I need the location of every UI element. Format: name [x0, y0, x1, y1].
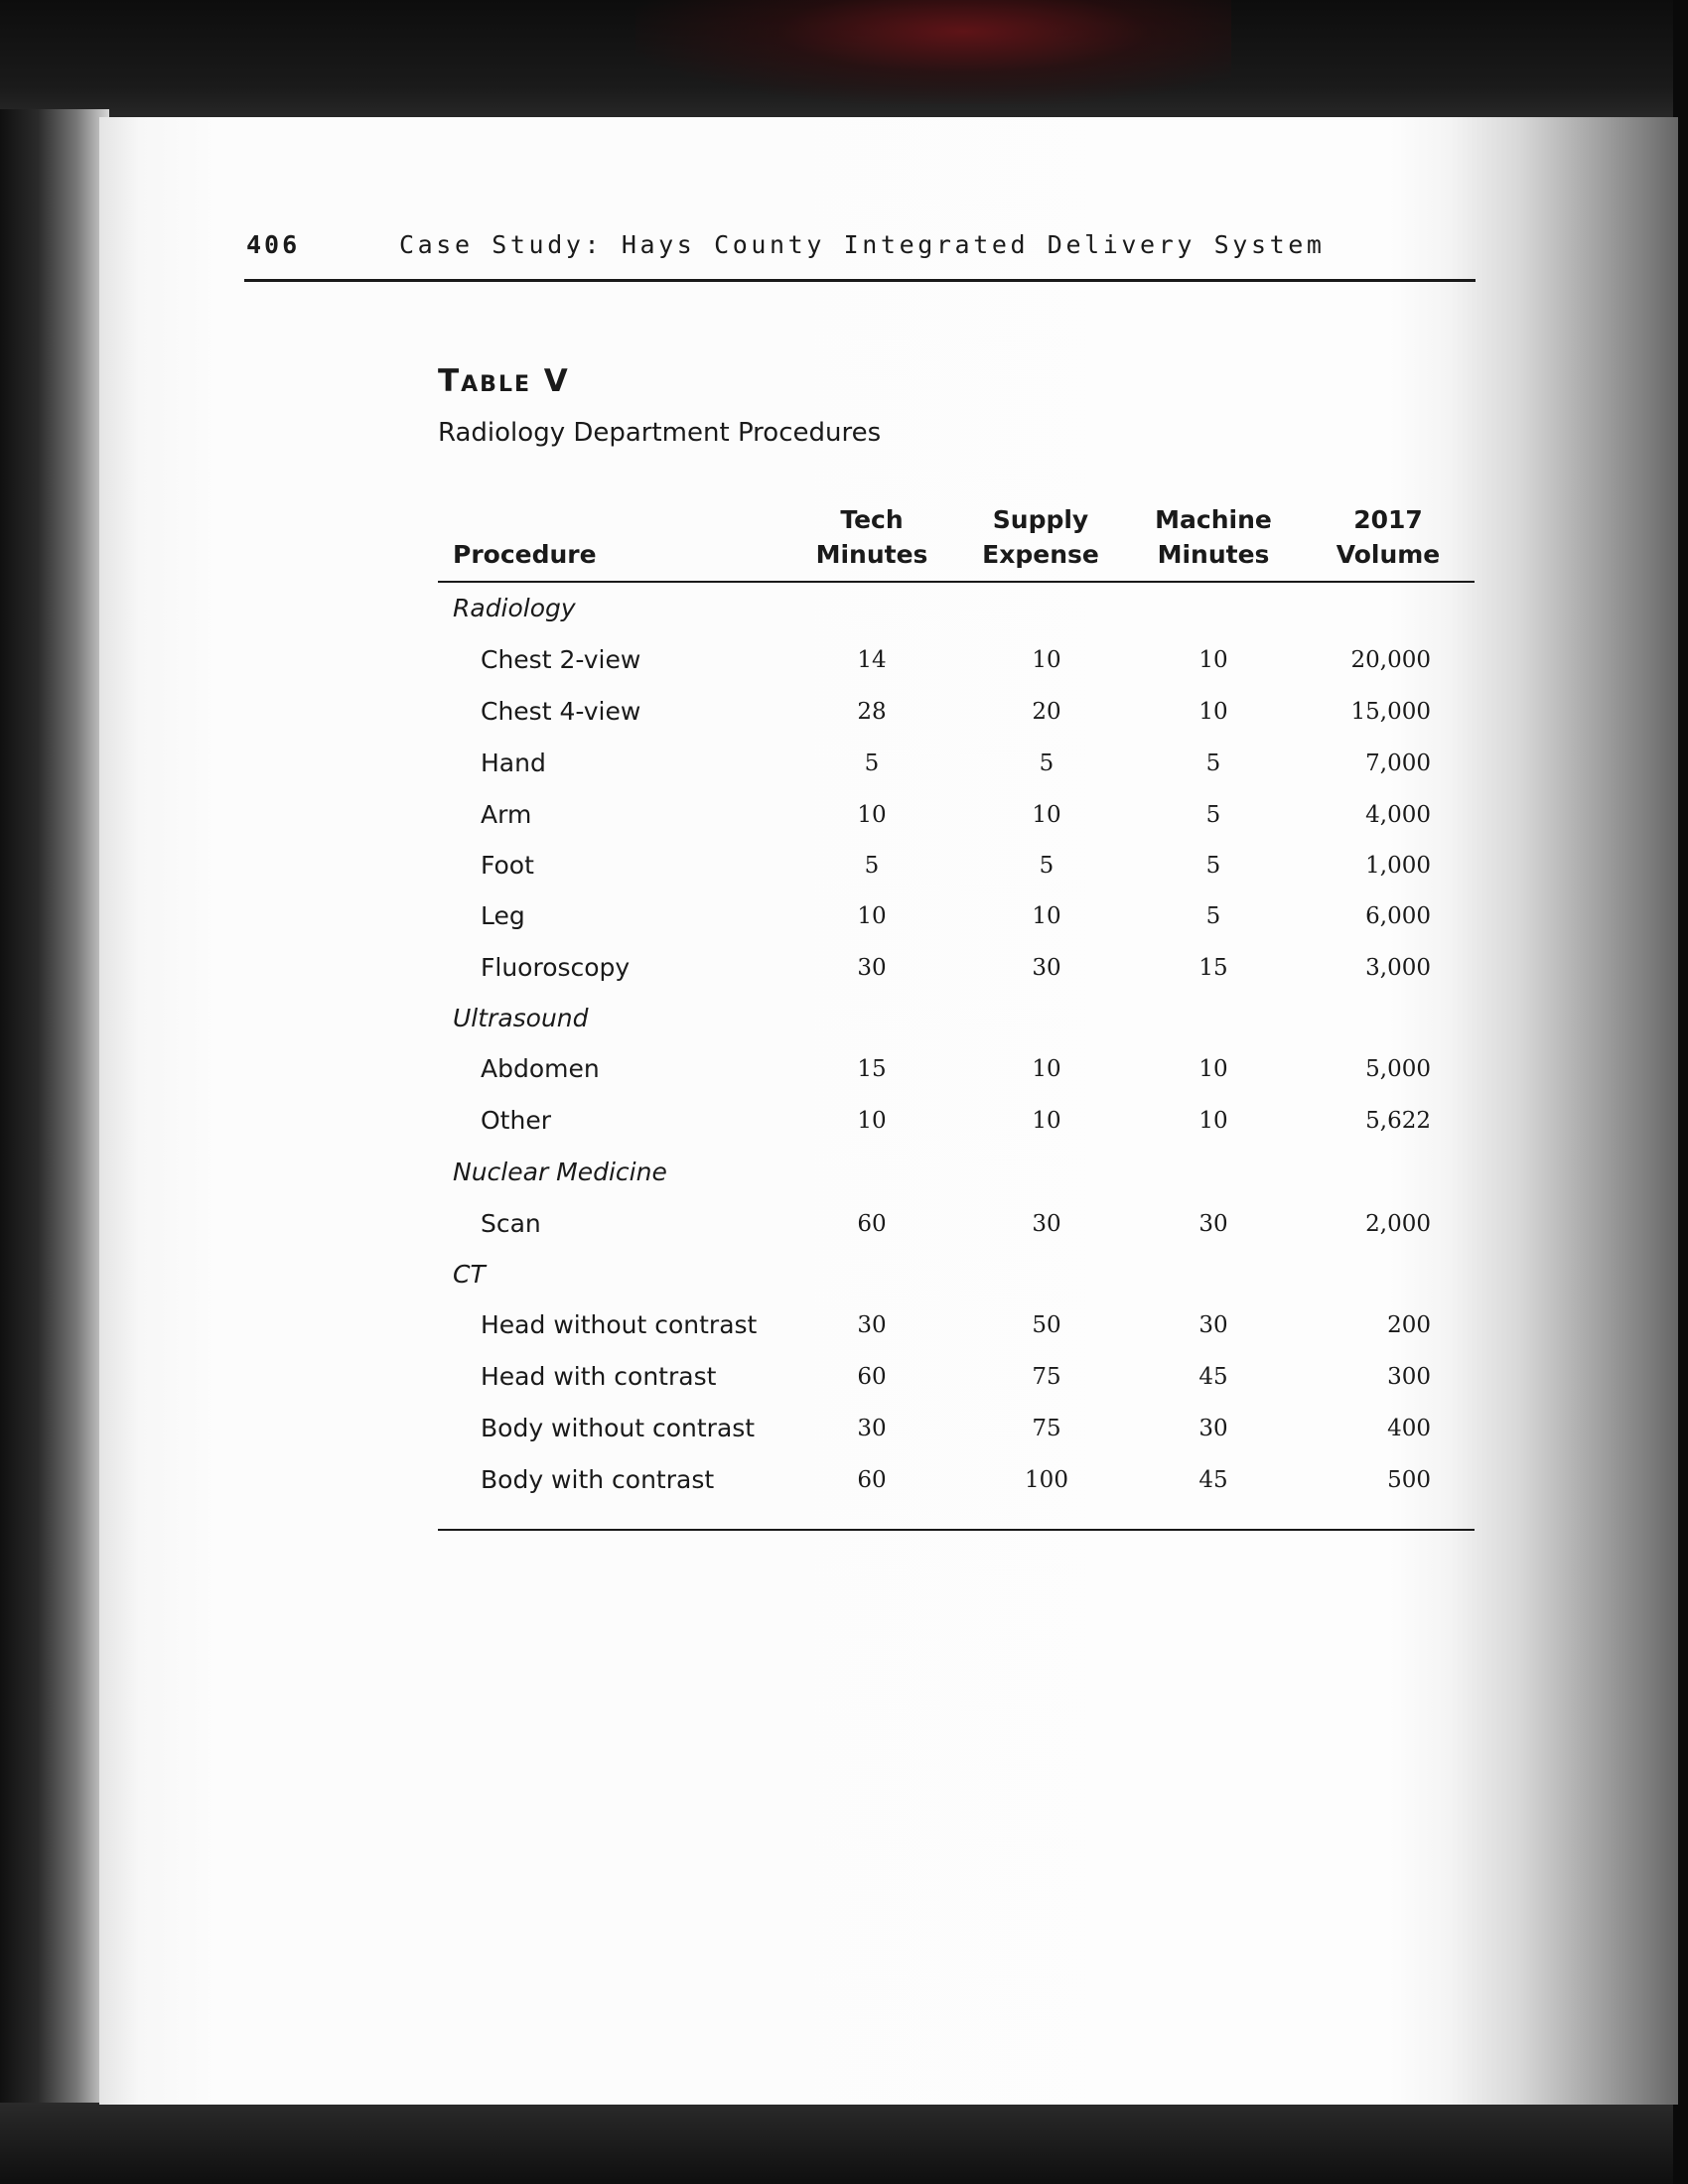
procedure-name: Scan	[481, 1209, 541, 1238]
volume-2017: 4,000	[1365, 802, 1431, 828]
scan-left-shadow	[0, 109, 109, 2105]
machine-minutes: 10	[1198, 647, 1228, 673]
procedure-name: Fluoroscopy	[481, 953, 631, 982]
category-row	[438, 1004, 1475, 1043]
supply-expense: 75	[1032, 1364, 1061, 1390]
machine-minutes: 30	[1198, 1312, 1228, 1338]
category-row	[438, 594, 1475, 633]
supply-expense: 30	[1032, 1211, 1061, 1237]
scan-bottom-edge	[0, 2103, 1688, 2184]
tech-minutes: 15	[857, 1056, 887, 1082]
table-title: Table V	[438, 363, 570, 399]
volume-2017: 7,000	[1365, 751, 1431, 776]
category-row	[438, 1260, 1475, 1299]
procedure-name: Foot	[481, 851, 534, 880]
column-header-procedure-label: Procedure	[453, 540, 597, 569]
procedure-name: Body without contrast	[481, 1414, 756, 1442]
machine-minutes: 5	[1205, 853, 1221, 879]
table-row	[438, 1106, 1475, 1146]
procedure-name: Other	[481, 1106, 551, 1135]
page-number: 406	[246, 230, 301, 259]
table-bottom-rule	[438, 1529, 1475, 1531]
running-head-rule	[244, 279, 1476, 282]
table-row	[438, 800, 1475, 840]
supply-expense: 10	[1032, 1108, 1061, 1134]
table-row	[438, 851, 1475, 890]
supply-expense: 100	[1025, 1467, 1068, 1493]
procedure-name: Abdomen	[481, 1054, 600, 1083]
table-row	[438, 1054, 1475, 1094]
volume-2017: 5,000	[1365, 1056, 1431, 1082]
column-header-volume-line2: Volume	[1336, 540, 1441, 569]
machine-minutes: 5	[1205, 903, 1221, 929]
machine-minutes: 5	[1205, 751, 1221, 776]
scan-top-edge	[0, 0, 1688, 124]
supply-expense: 10	[1032, 903, 1061, 929]
machine-minutes: 45	[1198, 1467, 1228, 1493]
column-header-supply-line1: Supply	[992, 505, 1089, 534]
volume-2017: 200	[1387, 1312, 1431, 1338]
supply-expense: 75	[1032, 1416, 1061, 1441]
supply-expense: 10	[1032, 647, 1061, 673]
column-header-procedure	[453, 537, 597, 572]
volume-2017: 400	[1387, 1416, 1431, 1441]
category-label: Radiology	[453, 594, 576, 622]
procedure-name: Hand	[481, 749, 546, 777]
column-header-tech-minutes	[805, 502, 938, 572]
column-header-tech-line2: Minutes	[815, 540, 928, 569]
volume-2017: 500	[1387, 1467, 1431, 1493]
header-rule	[438, 581, 1475, 583]
table-row	[438, 1310, 1475, 1350]
volume-2017: 2,000	[1365, 1211, 1431, 1237]
table-row	[438, 697, 1475, 737]
category-label: Nuclear Medicine	[453, 1158, 667, 1186]
tech-minutes: 10	[857, 1108, 887, 1134]
table-row	[438, 749, 1475, 788]
column-header-volume-line1: 2017	[1353, 505, 1423, 534]
procedure-name: Leg	[481, 901, 525, 930]
table-row	[438, 1465, 1475, 1505]
table-row	[438, 645, 1475, 685]
tech-minutes: 14	[857, 647, 887, 673]
volume-2017: 300	[1387, 1364, 1431, 1390]
procedure-name: Head with contrast	[481, 1362, 717, 1391]
volume-2017: 20,000	[1350, 647, 1431, 673]
machine-minutes: 10	[1198, 1056, 1228, 1082]
column-header-machine-line1: Machine	[1155, 505, 1272, 534]
machine-minutes: 45	[1198, 1364, 1228, 1390]
tech-minutes: 30	[857, 955, 887, 981]
column-header-supply-expense	[974, 502, 1107, 572]
volume-2017: 15,000	[1350, 699, 1431, 725]
table-subtitle: Radiology Department Procedures	[438, 418, 882, 448]
supply-expense: 50	[1032, 1312, 1061, 1338]
machine-minutes: 30	[1198, 1416, 1228, 1441]
procedure-name: Body with contrast	[481, 1465, 715, 1494]
procedure-name: Arm	[481, 800, 532, 829]
category-row	[438, 1158, 1475, 1197]
table-row	[438, 901, 1475, 941]
volume-2017: 6,000	[1365, 903, 1431, 929]
tech-minutes: 60	[857, 1467, 887, 1493]
column-header-tech-line1: Tech	[840, 505, 904, 534]
column-header-supply-line2: Expense	[982, 540, 1099, 569]
table-row	[438, 1414, 1475, 1453]
tech-minutes: 60	[857, 1364, 887, 1390]
table-row	[438, 1209, 1475, 1249]
table-row	[438, 1362, 1475, 1402]
column-header-machine-line2: Minutes	[1157, 540, 1270, 569]
volume-2017: 3,000	[1365, 955, 1431, 981]
procedure-name: Chest 2-view	[481, 645, 641, 674]
category-label: Ultrasound	[453, 1004, 589, 1032]
supply-expense: 5	[1039, 853, 1055, 879]
tech-minutes: 10	[857, 903, 887, 929]
supply-expense: 30	[1032, 955, 1061, 981]
supply-expense: 10	[1032, 802, 1061, 828]
running-head-title: Case Study: Hays County Integrated Delivery System	[399, 230, 1326, 259]
machine-minutes: 30	[1198, 1211, 1228, 1237]
procedure-name: Head without contrast	[481, 1310, 758, 1339]
machine-minutes: 5	[1205, 802, 1221, 828]
category-label: CT	[453, 1260, 486, 1289]
tech-minutes: 5	[864, 751, 880, 776]
tech-minutes: 60	[857, 1211, 887, 1237]
table-row	[438, 953, 1475, 993]
tech-minutes: 28	[857, 699, 887, 725]
machine-minutes: 10	[1198, 699, 1228, 725]
supply-expense: 5	[1039, 751, 1055, 776]
tech-minutes: 10	[857, 802, 887, 828]
tech-minutes: 5	[864, 853, 880, 879]
column-header-machine-minutes	[1147, 502, 1280, 572]
procedure-name: Chest 4-view	[481, 697, 641, 726]
volume-2017: 5,622	[1365, 1108, 1431, 1134]
machine-minutes: 10	[1198, 1108, 1228, 1134]
tech-minutes: 30	[857, 1312, 887, 1338]
column-header-2017-volume	[1322, 502, 1455, 572]
supply-expense: 10	[1032, 1056, 1061, 1082]
machine-minutes: 15	[1198, 955, 1228, 981]
supply-expense: 20	[1032, 699, 1061, 725]
tech-minutes: 30	[857, 1416, 887, 1441]
volume-2017: 1,000	[1365, 853, 1431, 879]
